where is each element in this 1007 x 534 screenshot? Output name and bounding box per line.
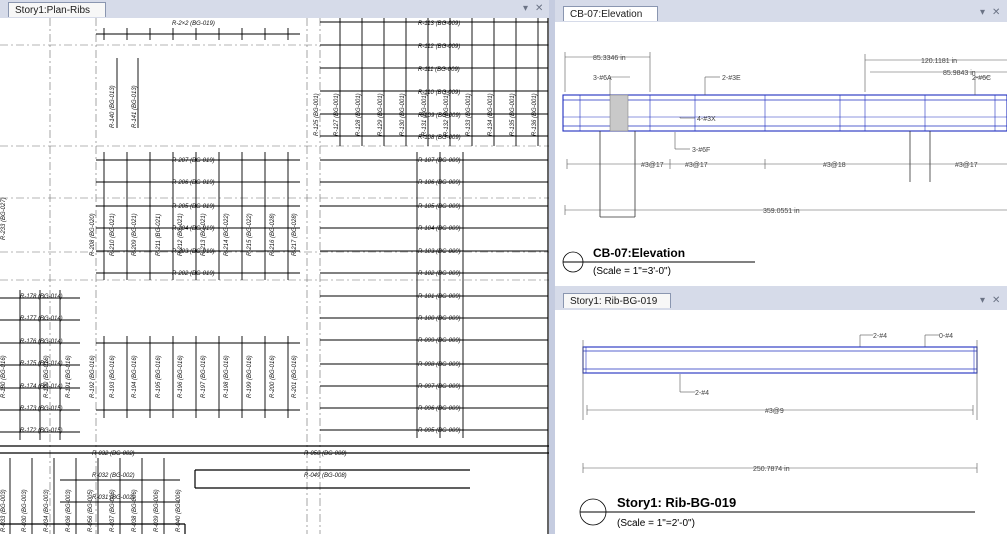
rib-bar-label-b3: 2-#4 xyxy=(695,390,710,397)
stirrup-s1: #3@17 xyxy=(641,162,664,169)
rib-label-vertical: R-208 (BG-020) xyxy=(90,213,96,256)
rib-label: R-099 (BG-009) xyxy=(418,338,461,344)
rib-view-title: Story1: Rib-BG-019 xyxy=(617,495,737,510)
rib-label-vertical: R-216 (BG-028) xyxy=(270,213,276,256)
rib-label: R-100 (BG-009) xyxy=(418,316,461,322)
stirrup-s2: #3@17 xyxy=(685,162,708,169)
bar-label-b3: 2-#6C xyxy=(972,75,992,82)
rib-label-vertical: R-200 (BG-016) xyxy=(270,355,276,398)
rib-label: R-203 (BG-019) xyxy=(172,249,215,255)
rib-label-vertical: R-233 (BG-027) xyxy=(1,197,7,240)
bar-label-b5: 3-#6F xyxy=(692,147,711,154)
rib-label-vertical: R-217 (BG-028) xyxy=(292,213,298,256)
rib-label-vertical: R-039 (BG-006) xyxy=(154,489,160,532)
bottom-right-close-icon[interactable]: ✕ xyxy=(992,295,1001,306)
rib-label-vertical: R-210 (BG-021) xyxy=(110,213,116,256)
rib-label-vertical: R-128 (BG-001) xyxy=(356,93,362,136)
top-right-close-icon[interactable]: ✕ xyxy=(992,7,1001,18)
rib-label: R-113 (BG-009) xyxy=(418,21,461,27)
beam-outline xyxy=(563,95,1007,131)
rib-label-vertical: R-141 (BG-013) xyxy=(132,85,138,128)
rib-label: R-097 (BG-009) xyxy=(418,384,461,390)
rib-label-vertical: R-190 (BG-016) xyxy=(44,355,50,398)
dim-d4: 359.0551 in xyxy=(763,208,800,215)
rib-label-vertical: R-033 (BG-003) xyxy=(1,489,7,532)
rib-dim: 250.7874 in xyxy=(753,466,790,473)
rib-label-vertical: R-191 (BG-016) xyxy=(66,355,72,398)
rib-label-vertical: R-140 (BG-013) xyxy=(110,85,116,128)
tab-story1-rib-bg-019[interactable]: Story1: Rib-BG-019 xyxy=(563,293,671,308)
rib-label-vertical: R-209 (BG-021) xyxy=(132,213,138,256)
rib-label: R-095 (BG-009) xyxy=(418,428,461,434)
rib-label-vertical: R-125 (BG-001) xyxy=(314,93,320,136)
rib-label: R-102 (BG-009) xyxy=(418,271,461,277)
rib-label-vertical: R-040 (BG-006) xyxy=(176,489,182,532)
rib-label: R-105 (BG-009) xyxy=(418,204,461,210)
rib-label-vertical: R-127 (BG-001) xyxy=(334,93,340,136)
stirrup-s4: #3@17 xyxy=(955,162,978,169)
rib-label: R-107 (BG-009) xyxy=(418,158,461,164)
rib-label: R-178 (BG-014) xyxy=(20,294,63,300)
rib-label: R-096 (BG-009) xyxy=(418,406,461,412)
rib-label: R-098 (BG-009) xyxy=(418,362,461,368)
rib-label-vertical: R-131 (BG-001) xyxy=(422,93,428,136)
plan-ribs-drawing xyxy=(0,18,549,534)
rib-label: R-111 (BG-009) xyxy=(418,67,460,73)
view-scale: (Scale = 1"=3'-0") xyxy=(593,266,671,277)
rib-label-vertical: R-192 (BG-016) xyxy=(90,355,96,398)
rib-label: R-177 (BG-014) xyxy=(20,316,63,322)
dim-d2: 120.1181 in xyxy=(921,58,958,65)
view-title: CB-07:Elevation xyxy=(593,246,686,260)
rib-label-vertical: R-215 (BG-022) xyxy=(247,213,253,256)
rib-label: R-106 (BG-009) xyxy=(418,180,461,186)
rib-label-vertical: R-030 (BG-003) xyxy=(22,489,28,532)
rib-label-vertical: R-211 (BG-021) xyxy=(156,213,162,256)
rib-label: R-110 (BG-009) xyxy=(418,90,461,96)
rib-label: R-032 (BG-002) xyxy=(92,473,135,479)
rib-label: R-202 (BG-019) xyxy=(172,271,215,277)
rib-label-vertical: R-136 (BG-001) xyxy=(532,93,538,136)
vertical-rib-labels xyxy=(1,85,538,532)
rib-label: R-205 (BG-019) xyxy=(172,204,215,210)
rib-label-vertical: R-038 (BG-006) xyxy=(132,489,138,532)
rib-label-vertical: R-196 (BG-016) xyxy=(178,355,184,398)
rib-label-vertical: R-198 (BG-016) xyxy=(224,355,230,398)
rib-bar-label-b2: 0-#4 xyxy=(939,333,954,340)
rib-bar-label-b1: 2-#4 xyxy=(873,333,888,340)
rib-label-vertical: R-133 (BG-001) xyxy=(466,93,472,136)
rib-label-vertical: R-213 (BG-021) xyxy=(201,213,207,256)
rib-label: R-031 (BG-002) xyxy=(92,495,135,501)
rib-label: R-2×2 (BG-019) xyxy=(172,21,215,27)
bar-label-b2: 2-#3E xyxy=(722,75,741,82)
horizontal-rib-labels xyxy=(20,21,461,501)
rib-view-scale: (Scale = 1"=2'-0") xyxy=(617,518,695,529)
left-pane-close-icon[interactable]: ✕ xyxy=(535,3,544,14)
rib-label-vertical: R-212 (BG-021) xyxy=(178,213,184,256)
bar-label-b1: 3-#6A xyxy=(593,75,612,82)
rib-label-vertical: R-130 (BG-001) xyxy=(400,93,406,136)
beam-column-shaded xyxy=(610,95,628,131)
rib-label: R-101 (BG-009) xyxy=(418,294,461,300)
left-pane-dropdown-icon[interactable]: ▾ xyxy=(523,3,529,14)
rib-label-vertical: R-197 (BG-016) xyxy=(201,355,207,398)
rib-label-vertical: R-036 (BG-003) xyxy=(66,489,72,532)
rib-label: R-109 (BG-009) xyxy=(418,113,461,119)
cb07-elevation-drawing xyxy=(555,22,1007,286)
rib-label: R-174 (BG-014) xyxy=(20,384,63,390)
rib-label: R-050 (BG-008) xyxy=(304,451,347,457)
rib-label: R-049 (BG-008) xyxy=(304,473,347,479)
rib-label-vertical: R-037 (BG-006) xyxy=(110,489,116,532)
rib-label-vertical: R-194 (BG-016) xyxy=(132,355,138,398)
rib-label: R-175 (BG-014) xyxy=(20,361,63,367)
rib-label-vertical: R-193 (BG-016) xyxy=(110,355,116,398)
rib-label: R-108 (BG-009) xyxy=(418,135,461,141)
rib-bg-019-view[interactable] xyxy=(555,310,1007,534)
rib-label: R-032 (BG-002) xyxy=(92,451,135,457)
rib-label: R-207 (BG-019) xyxy=(172,158,215,164)
bar-label-b4: 4-#3X xyxy=(697,116,716,123)
tab-plan-ribs[interactable]: Story1:Plan-Ribs xyxy=(8,2,106,17)
rib-label: R-112 (BG-009) xyxy=(418,44,461,50)
rib-label-vertical: R-214 (BG-022) xyxy=(224,213,230,256)
rib-label-vertical: R-129 (BG-001) xyxy=(378,93,384,136)
rib-label: R-176 (BG-014) xyxy=(20,339,63,345)
rib-label-vertical: R-199 (BG-016) xyxy=(247,355,253,398)
cb07-elevation-view[interactable] xyxy=(555,22,1007,286)
rib-label-vertical: R-132 (BG-001) xyxy=(444,93,450,136)
bottom-right-dropdown-icon[interactable]: ▾ xyxy=(980,295,986,306)
rib-label: R-204 (BG-019) xyxy=(172,226,215,232)
stirrup-s3: #3@18 xyxy=(823,162,846,169)
tab-cb07-elevation[interactable]: CB-07:Elevation xyxy=(563,6,658,21)
top-rib-grid xyxy=(96,28,300,128)
rib-label: R-103 (BG-009) xyxy=(418,249,461,255)
rib-label-vertical: R-201 (BG-016) xyxy=(292,355,298,398)
dim-d3: 85.9843 in xyxy=(943,70,976,77)
rib-bg-019-drawing xyxy=(555,310,1007,534)
top-right-dropdown-icon[interactable]: ▾ xyxy=(980,7,986,18)
rib-label: R-172 (BG-015) xyxy=(20,428,63,434)
plan-ribs-view[interactable] xyxy=(0,18,549,534)
rib-label-vertical: R-180 (BG-016) xyxy=(1,355,7,398)
rib-stirrup: #3@9 xyxy=(765,408,784,415)
rib-label: R-206 (BG-019) xyxy=(172,180,215,186)
dim-d1: 85.3346 in xyxy=(593,55,626,62)
rib-label-vertical: R-034 (BG-003) xyxy=(44,489,50,532)
rib-label-vertical: R-195 (BG-016) xyxy=(156,355,162,398)
rib-label: R-104 (BG-009) xyxy=(418,226,461,232)
rib-label: R-173 (BG-015) xyxy=(20,406,63,412)
rib-label-vertical: R-056 (BG-005) xyxy=(88,489,94,532)
rib-label-vertical: R-134 (BG-001) xyxy=(488,93,494,136)
rib-label-vertical: R-135 (BG-001) xyxy=(510,93,516,136)
